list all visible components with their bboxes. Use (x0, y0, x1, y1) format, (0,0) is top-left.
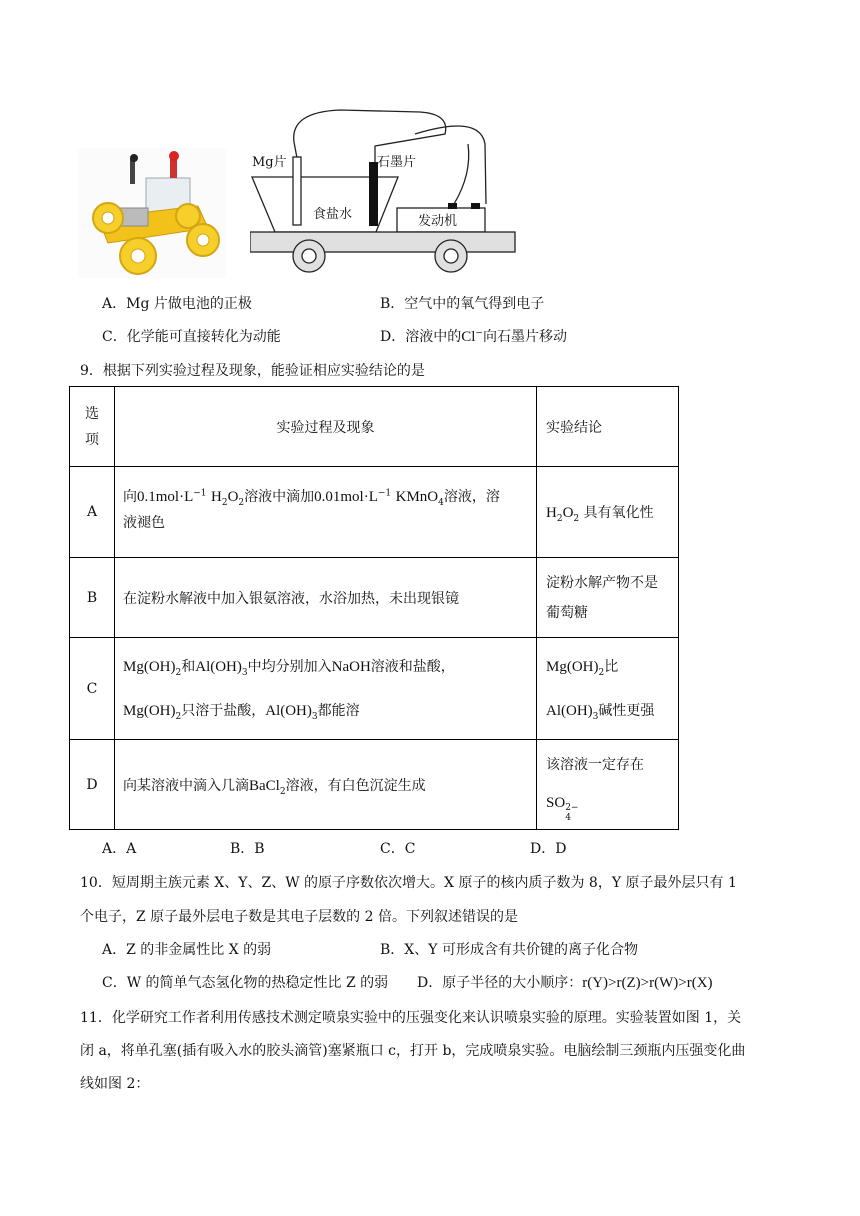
q9-answer-a: A．A (102, 841, 137, 857)
q9-answer-d: D．D (530, 841, 567, 857)
q10-stem-line1: 10．短周期主族元素 X、Y、Z、W 的原子序数依次增大。X 原子的核内质子数为 8，Y 原子最外层只有 1 (80, 875, 737, 891)
row-conclusion: $Mg(OH)_2$比 $Al(OH)_3$碱性更强 (537, 638, 679, 740)
row-process: 向某溶液中滴入几滴BaCl$_2$溶液，有白色沉淀生成 (115, 740, 537, 830)
battery-car-diagram (250, 104, 520, 276)
row-option: B (70, 558, 115, 638)
row-process: 向$0.1mol\cdot L^{-1}$ $H_2O_2$溶液中滴加$0.01mol\cdot L^{-1}$ KMnO$_4$溶液，溶 液褪色 (115, 467, 537, 558)
q9-answer-b: B．B (230, 841, 265, 857)
q8-option-d (380, 326, 567, 346)
label-saltwater: 食盐水 (313, 207, 353, 222)
q9-stem: 9．根据下列实验过程及现象，能验证相应实验结论的是 (80, 363, 425, 379)
q11-stem-line2: 闭 a，将单孔塞(插有吸入水的胶头滴管)塞紧瓶口 c，打开 b，完成喷泉实验。电脑绘制三颈瓶内压强变化曲 (80, 1043, 746, 1059)
q8-option-b: B．空气中的氧气得到电子 (380, 296, 545, 312)
q10-option-c: C．W 的简单气态氢化物的热稳定性比 Z 的弱 (102, 975, 389, 991)
label-graphite-strip: 石墨片 (377, 155, 417, 170)
header-conclusion: 实验结论 (537, 387, 679, 467)
table-row (70, 467, 679, 558)
q10-option-d: D．原子半径的大小顺序：r(Y)>r(Z)>r(W)>r(X) (417, 975, 713, 991)
q11-stem-line1: 11．化学研究工作者利用传感技术测定喷泉实验中的压强变化来认识喷泉实验的原理。实验装置如图 1，关 (80, 1010, 742, 1026)
header-process: 实验过程及现象 (115, 387, 537, 467)
row-option: D (70, 740, 115, 830)
table-header-row (70, 387, 679, 467)
row-conclusion: 该溶液一定存在 SO 2− 4 (537, 740, 679, 830)
label-mg-strip: Mg片 (252, 155, 287, 170)
row-process: 在淀粉水解液中加入银氨溶液，水浴加热，未出现银镜 (115, 558, 537, 638)
table-row (70, 558, 679, 638)
q10-option-b: B．X、Y 可形成含有共价键的离子化合物 (380, 942, 638, 958)
q8-option-c: C．化学能可直接转化为动能 (102, 329, 281, 345)
row-conclusion: $H_2O_2$ 具有氧化性 (537, 467, 679, 558)
table-row (70, 638, 679, 740)
row-conclusion: 淀粉水解产物不是 葡萄糖 (537, 558, 679, 638)
chloride-ion: Cl (461, 329, 476, 345)
header-option: 选 项 (70, 387, 115, 467)
table-row (70, 740, 679, 830)
row-process: $Mg(OH)_2$和$Al(OH)_3$中均分别加入NaOH溶液和盐酸， $Mg(OH)_2$只溶于盐酸，$Al(OH)_3$都能溶 (115, 638, 537, 740)
label-motor: 发动机 (418, 214, 458, 229)
q8-option-d-prefix: D．溶液中的 (380, 329, 462, 345)
row-option: C (70, 638, 115, 740)
toy-car-photo (78, 148, 226, 278)
q8-option-a: A．Mg 片做电池的正极 (102, 296, 252, 312)
q10-option-a: A．Z 的非金属性比 X 的弱 (102, 942, 272, 958)
q9-answer-c: C．C (380, 841, 416, 857)
chloride-charge: − (475, 328, 483, 339)
row-option: A (70, 467, 115, 558)
q10-stem-line2: 个电子，Z 原子最外层电子数是其电子层数的 2 倍。下列叙述错误的是 (80, 909, 518, 925)
q8-option-d-suffix: 向石墨片移动 (482, 329, 567, 345)
q11-stem-line3: 线如图 2： (80, 1076, 150, 1092)
q9-table (69, 386, 679, 830)
